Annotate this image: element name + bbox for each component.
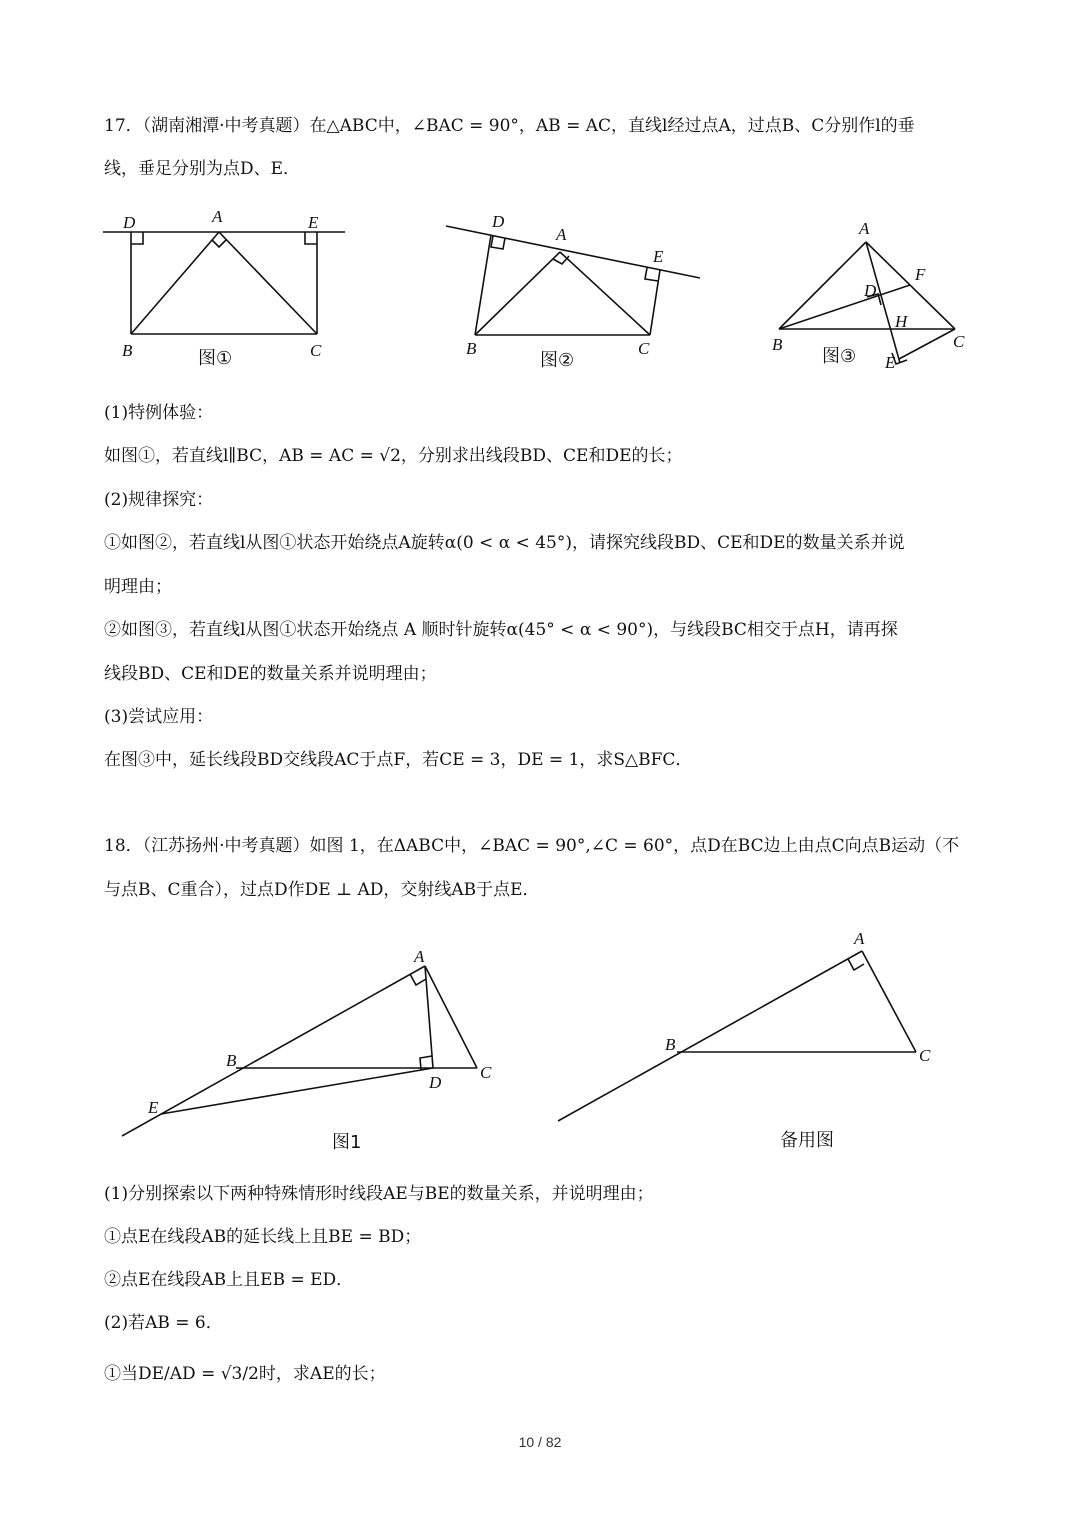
q17-line2: 线，垂足分别为点D、E．	[104, 159, 301, 179]
fig1-label-A: A	[212, 207, 223, 226]
q17-part2-a-line1: ①如图②，若直线l从图①状态开始绕点A旋转α(0 < α < 45°)，请探究线段BD、CE和DE的数量关系并说	[104, 533, 905, 553]
fig2-label-A: A	[556, 225, 567, 244]
q18-part2-title: (2)若AB = 6．	[104, 1313, 223, 1333]
figA-label-A: A	[414, 947, 425, 966]
figA-label-E: E	[148, 1098, 159, 1117]
q18-part2-a: ①当DE/AD = √3/2时，求AE的长；	[104, 1364, 386, 1384]
fig3-label-H: H	[895, 312, 908, 331]
fig3-caption: 图③	[822, 346, 857, 367]
q17-figure-2	[440, 205, 710, 375]
q17-line1: 17．（湖南湘潭·中考真题）在△ABC中，∠BAC = 90°，AB = AC，直线l经过点A，过点B、C分别作l的垂	[104, 116, 915, 136]
q17-part3-title: (3)尝试应用：	[104, 707, 214, 727]
q18-line1: 18．（江苏扬州·中考真题）如图 1，在ΔABC中，∠BAC = 90°,∠C = 60°，点D在BC边上由点C向点B运动（不	[104, 836, 960, 856]
fig1-caption: 图①	[198, 348, 233, 369]
figB-label-A: A	[854, 929, 865, 948]
fig3-label-F: F	[915, 265, 926, 284]
fig3-label-D: D	[864, 281, 877, 300]
q17-part3-text: 在图③中，延长线段BD交线段AC于点F，若CE = 3，DE = 1，求S△BFC．	[104, 750, 693, 770]
q17-part2-a-line2: 明理由；	[104, 577, 172, 597]
fig3-label-C: C	[953, 332, 965, 351]
figB-label-B: B	[665, 1035, 676, 1054]
fig1-label-D: D	[123, 213, 136, 232]
fig3-label-A: A	[859, 219, 870, 238]
q17-figure-1	[95, 200, 355, 370]
q18-part1-a: ①点E在线段AB的延长线上且BE = BD；	[104, 1227, 422, 1247]
q17-figure-3	[765, 210, 980, 375]
fig3-label-E: E	[885, 353, 896, 372]
figA-caption: 图1	[332, 1132, 362, 1153]
q18-part1-b: ②点E在线段AB上且EB = ED．	[104, 1270, 354, 1290]
q17-part2-b-line2: 线段BD、CE和DE的数量关系并说明理由；	[104, 664, 437, 684]
q18-line2: 与点B、C重合），过点D作DE ⊥ AD，交射线AB于点E．	[104, 880, 540, 900]
figA-label-B: B	[226, 1051, 237, 1070]
q18-figure-1	[110, 935, 510, 1160]
figB-label-C: C	[919, 1046, 931, 1065]
fig3-label-B: B	[772, 335, 783, 354]
fig2-label-D: D	[492, 212, 505, 231]
q17-part1-text: 如图①，若直线l∥BC，AB = AC = √2，分别求出线段BD、CE和DE的长；	[104, 446, 683, 466]
fig1-label-B: B	[122, 341, 133, 360]
q18-figure-backup	[550, 925, 940, 1155]
fig2-label-C: C	[638, 339, 650, 358]
figB-caption: 备用图	[780, 1130, 834, 1151]
q17-part1-title: (1)特例体验：	[104, 403, 214, 423]
figA-label-D: D	[429, 1073, 442, 1092]
fig2-label-E: E	[653, 247, 664, 266]
q17-part2-b-line1: ②如图③，若直线l从图①状态开始绕点 A 顺时针旋转α(45° < α < 90°)，与线段BC相交于点H，请再探	[104, 620, 898, 640]
fig1-label-E: E	[308, 213, 319, 232]
q18-part1-title: (1)分别探索以下两种特殊情形时线段AE与BE的数量关系，并说明理由；	[104, 1184, 654, 1204]
q17-part2-title: (2)规律探究：	[104, 490, 214, 510]
fig1-label-C: C	[310, 341, 322, 360]
figA-label-C: C	[480, 1063, 492, 1082]
fig2-caption: 图②	[540, 350, 575, 371]
page-number: 10 / 82	[518, 1434, 562, 1450]
fig2-label-B: B	[466, 339, 477, 358]
